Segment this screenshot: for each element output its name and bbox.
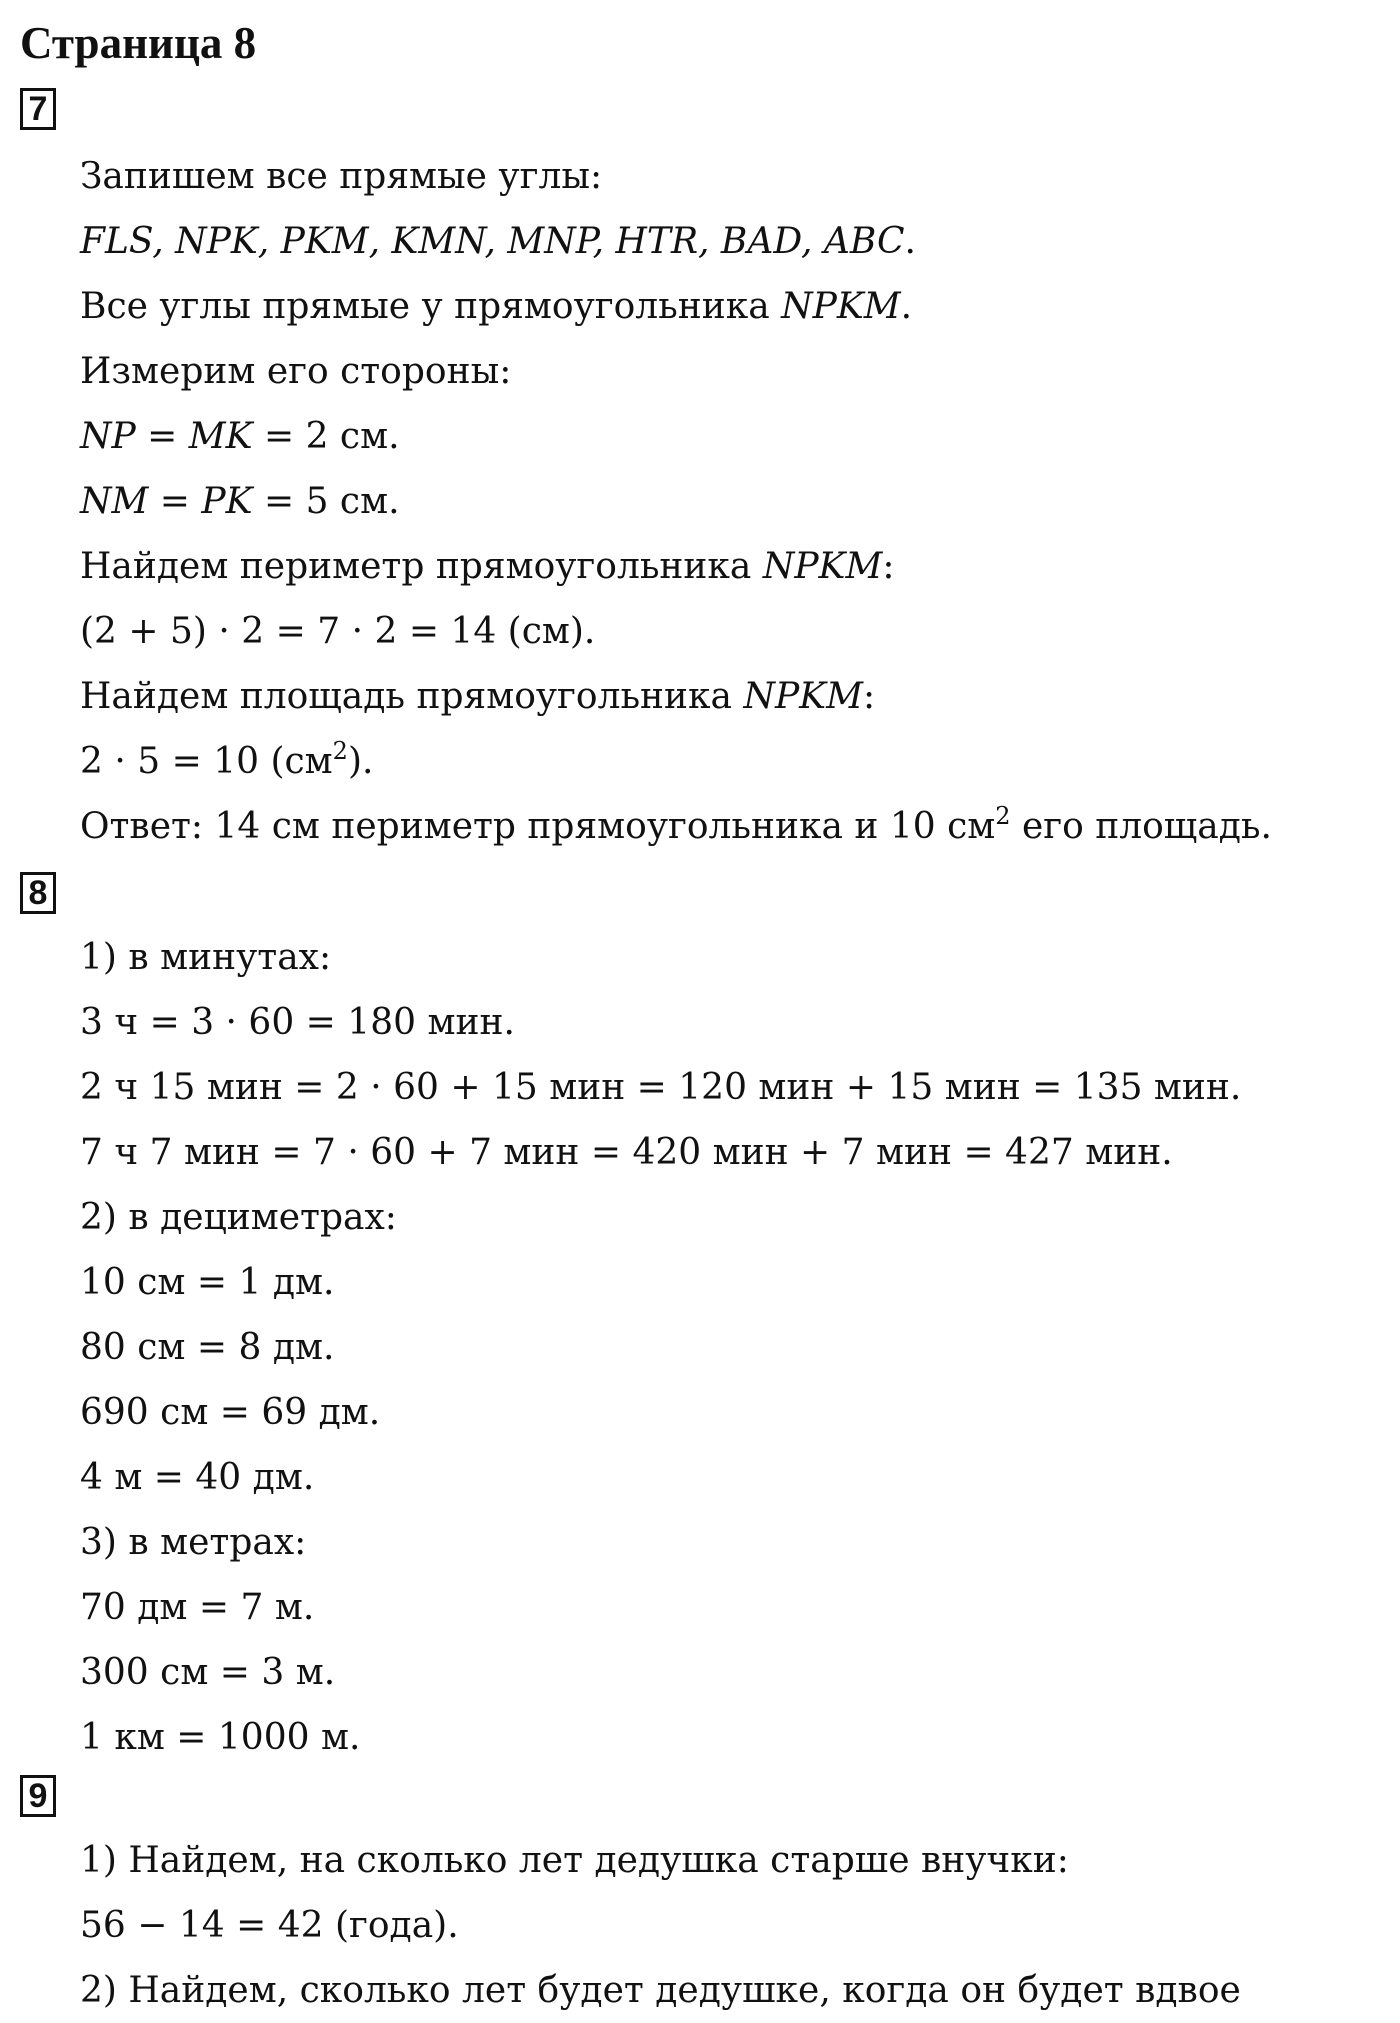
- math-expression: NPKM: [762, 546, 883, 587]
- solution-line: [80, 1380, 1241, 1445]
- math-expression: NP = MK: [80, 416, 253, 457]
- line-text: 80 см = 8 дм.: [80, 1327, 335, 1368]
- solution-line: [80, 1055, 1241, 1120]
- line-text: Ответ: 14 см периметр прямоугольника и 10 см: [80, 806, 996, 847]
- line-text: :: [862, 676, 876, 717]
- task-number-8: 8: [20, 872, 56, 914]
- line-text: 3) в метрах:: [80, 1522, 307, 1563]
- solution-line: [80, 1705, 1241, 1770]
- math-expression: NPKM: [743, 676, 863, 717]
- solution-line: [80, 144, 1272, 209]
- solution-line: [80, 1510, 1241, 1575]
- math-expression: NPKM: [781, 286, 901, 327]
- line-text: 1) в минутах:: [80, 937, 332, 978]
- solution-line: [80, 1315, 1241, 1380]
- solution-line: [80, 1958, 1241, 2023]
- line-text: 300 см = 3 м.: [80, 1652, 336, 1693]
- line-text: 690 см = 69 дм.: [80, 1392, 381, 1433]
- line-text: 56 − 14 = 42 (года).: [80, 1905, 459, 1946]
- line-text: 2 · 5 = 10 (см: [80, 741, 333, 782]
- superscript: 2: [332, 737, 348, 765]
- line-text: Найдем периметр прямоугольника: [80, 546, 763, 587]
- line-text: 10 см = 1 дм.: [80, 1262, 335, 1303]
- page-title: Страница 8: [20, 18, 257, 68]
- task-number-9: 9: [20, 1775, 56, 1817]
- superscript: 2: [995, 802, 1011, 830]
- math-expression: NM = PK: [80, 481, 253, 522]
- solution-line: [80, 794, 1272, 859]
- task-7-solution: [80, 144, 1272, 859]
- solution-line: [80, 534, 1272, 599]
- solution-line: [80, 1120, 1241, 1185]
- line-text: Найдем площадь прямоугольника: [80, 676, 744, 717]
- solution-line: [80, 1250, 1241, 1315]
- solution-line: [80, 1640, 1241, 1705]
- line-text: 3 ч = 3 · 60 = 180 мин.: [80, 1002, 515, 1043]
- line-text: 1) Найдем, на сколько лет дедушка старше внучки:: [80, 1840, 1069, 1881]
- line-text: Измерим его стороны:: [80, 351, 512, 392]
- line-text: = 2 см.: [252, 416, 400, 457]
- line-text: ).: [347, 741, 374, 782]
- line-text: .: [900, 286, 913, 327]
- solution-line: [80, 339, 1272, 404]
- line-text: 1 км = 1000 м.: [80, 1717, 361, 1758]
- line-text: 4 м = 40 дм.: [80, 1457, 315, 1498]
- solution-line: [80, 1445, 1241, 1510]
- task-9-solution: [80, 1828, 1241, 2023]
- line-text: 2) в дециметрах:: [80, 1197, 397, 1238]
- solution-line: [80, 925, 1241, 990]
- line-text: 7 ч 7 мин = 7 · 60 + 7 мин = 420 мин + 7 мин = 427 мин.: [80, 1132, 1173, 1173]
- line-text: .: [904, 221, 916, 262]
- solution-line: [80, 599, 1272, 664]
- solution-line: [80, 729, 1272, 794]
- solution-line: [80, 404, 1272, 469]
- solution-line: [80, 469, 1272, 534]
- task-8-solution: [80, 925, 1241, 1770]
- solution-line: [80, 209, 1272, 274]
- line-text: его площадь.: [1010, 806, 1272, 847]
- solution-line: [80, 1185, 1241, 1250]
- task-number-7: 7: [20, 88, 56, 130]
- solution-line: [80, 1893, 1241, 1958]
- solution-line: [80, 990, 1241, 1055]
- line-text: Все углы прямые у прямоугольника: [80, 286, 782, 327]
- solution-line: [80, 1575, 1241, 1640]
- line-text: 70 дм = 7 м.: [80, 1587, 315, 1628]
- line-text: 2 ч 15 мин = 2 · 60 + 15 мин = 120 мин + 15 мин = 135 мин.: [80, 1067, 1242, 1108]
- line-text: (2 + 5) · 2 = 7 · 2 = 14 (см).: [80, 611, 596, 652]
- solution-line: [80, 274, 1272, 339]
- solution-line: [80, 1828, 1241, 1893]
- solution-line: [80, 664, 1272, 729]
- math-expression: FLS, NPK, PKM, KMN, MNP, HTR, BAD, ABC: [80, 221, 905, 262]
- line-text: :: [882, 546, 895, 587]
- line-text: = 5 см.: [252, 481, 400, 522]
- line-text: Запишем все прямые углы:: [80, 156, 603, 197]
- line-text: 2) Найдем, сколько лет будет дедушке, когда он будет вдвое: [80, 1970, 1241, 2011]
